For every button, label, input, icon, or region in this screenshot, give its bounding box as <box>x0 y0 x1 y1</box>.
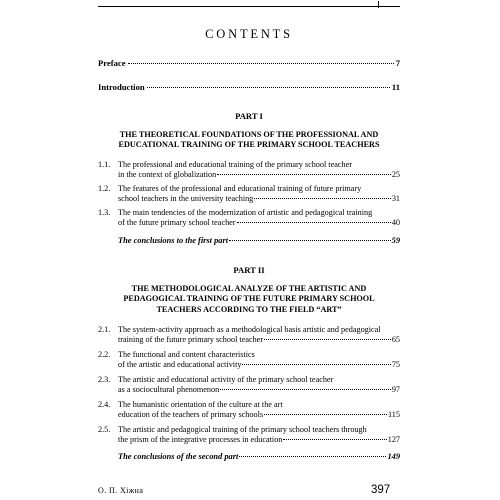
part-heading-line: THE THEORETICAL FOUNDATIONS OF THE PROFESSIONAL AND <box>119 130 379 139</box>
dot-leader <box>220 389 391 390</box>
toc-line: The artistic and educational activity of the primary school teacher <box>118 375 334 384</box>
toc-label: The conclusions of the second part <box>118 452 239 461</box>
toc-entry[interactable] <box>98 375 400 395</box>
toc-page: 97 <box>391 385 400 394</box>
toc-line: The artistic and pedagogical training of the primary school teachers through <box>118 425 367 434</box>
toc-number: 1.3. <box>98 208 111 217</box>
toc-entry[interactable] <box>98 325 400 345</box>
header-rule <box>98 6 400 7</box>
toc-page: 115 <box>388 410 400 419</box>
dot-leader <box>283 439 386 440</box>
dot-leader <box>264 339 391 340</box>
toc-label: The conclusions to the first part <box>118 236 229 245</box>
toc-line: of the artistic and educational activity <box>118 360 242 369</box>
toc-entry-introduction[interactable] <box>98 82 400 92</box>
toc-line: the prism of the integrative processes in education <box>118 435 283 444</box>
toc-line: The system-activity approach as a methodological basis artistic and pedagogical <box>118 325 381 334</box>
toc-number: 2.4. <box>98 400 111 409</box>
part-heading-line: THE METHODOLOGICAL ANALYZE OF THE ARTISTIC AND <box>131 284 367 293</box>
toc-entry[interactable] <box>98 208 400 228</box>
toc-line: training of the future primary school teacher <box>118 335 264 344</box>
dot-leader <box>239 456 386 457</box>
toc-conclusion[interactable] <box>118 452 400 461</box>
toc-page: 59 <box>391 236 400 245</box>
toc-label: Introduction <box>98 82 145 92</box>
toc-page: 149 <box>387 452 400 461</box>
toc-page: 65 <box>391 335 400 344</box>
dot-leader <box>128 63 394 64</box>
toc-page: 40 <box>391 218 400 227</box>
toc-page: 7 <box>395 58 400 68</box>
toc-page: 127 <box>387 435 400 444</box>
toc-entry[interactable] <box>98 425 400 445</box>
page-number: 397 <box>371 484 391 496</box>
toc-line: The main tendencies of the modernization of artistic and pedagogical training <box>118 208 373 217</box>
toc-number: 2.1. <box>98 325 111 334</box>
toc-page: 75 <box>391 360 400 369</box>
toc-label: Preface <box>98 58 126 68</box>
footer-author: О. П. Хіжна <box>98 486 144 495</box>
toc-entry[interactable] <box>98 160 400 180</box>
toc-number: 2.3. <box>98 375 111 384</box>
header-rule-tick <box>378 1 379 8</box>
dot-leader <box>242 364 390 365</box>
toc-page: 25 <box>391 170 400 179</box>
toc-number: 2.5. <box>98 425 111 434</box>
page-title: CONTENTS <box>205 27 293 41</box>
part-heading-line: EDUCATIONAL TRAINING OF THE PRIMARY SCHOOL TEACHERS <box>118 140 380 150</box>
part-heading <box>98 130 400 151</box>
toc-page: 11 <box>391 82 400 92</box>
dot-leader <box>217 174 391 175</box>
dot-leader <box>237 222 391 223</box>
part-heading-line: TEACHERS ACCORDING TO THE FIELD “ART” <box>156 304 342 314</box>
toc-line: as a sociocultural phenomenon <box>118 385 220 394</box>
toc-conclusion[interactable] <box>118 236 400 245</box>
toc-line: The professional and educational training of the primary school teacher <box>118 160 352 169</box>
toc-line: The features of the professional and educational training of future primary <box>118 184 362 193</box>
toc-line: education of the teachers of primary schools <box>118 410 264 419</box>
dot-leader <box>264 414 387 415</box>
dot-leader <box>254 198 391 199</box>
dot-leader <box>229 240 391 241</box>
part-heading <box>98 284 400 315</box>
toc-line: in the context of globalization <box>118 170 217 179</box>
toc-entry[interactable] <box>98 184 400 204</box>
toc-number: 1.2. <box>98 184 111 193</box>
toc-line: The functional and content characteristics <box>118 350 255 359</box>
part-label: PART II <box>233 265 265 275</box>
toc-line: The humanistic orientation of the culture at the art <box>118 400 283 409</box>
dot-leader <box>147 87 390 88</box>
toc-page: 31 <box>391 194 400 203</box>
toc-entry[interactable] <box>98 350 400 370</box>
part-label: PART I <box>235 111 263 121</box>
toc-number: 1.1. <box>98 160 111 169</box>
toc-entry[interactable] <box>98 400 400 420</box>
part-heading-line: PEDAGOGICAL TRAINING OF THE FUTURE PRIMARY SCHOOL <box>123 294 375 304</box>
toc-line: of the future primary school teacher <box>118 218 236 227</box>
toc-line: school teachers in the university teaching <box>118 194 254 203</box>
toc-number: 2.2. <box>98 350 111 359</box>
toc-entry-preface[interactable] <box>98 58 400 68</box>
